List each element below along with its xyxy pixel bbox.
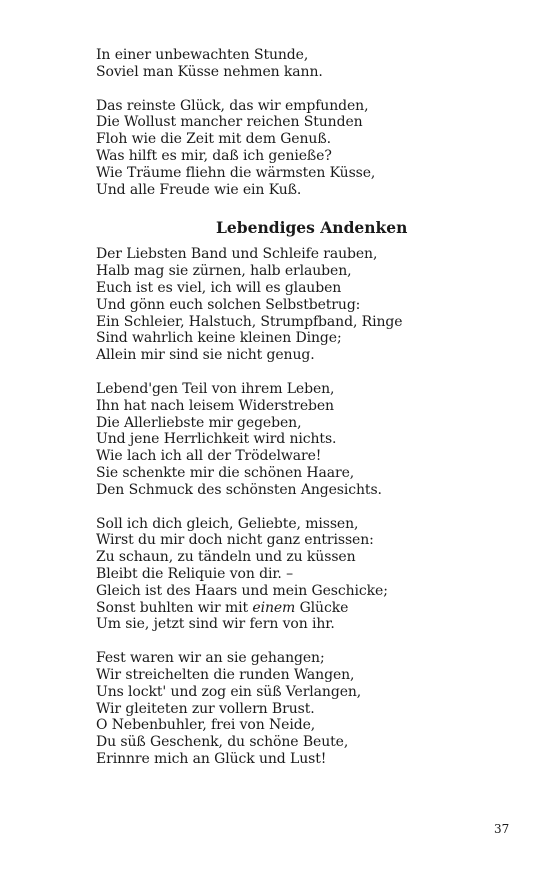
poem-line: Und jene Herrlichkeit wird nichts.: [96, 431, 337, 448]
poem-line: Halb mag sie zürnen, halb erlauben,: [96, 263, 352, 280]
poem-line: Wir gleiteten zur vollern Brust.: [96, 700, 315, 717]
poem-line: Du süß Geschenk, du schöne Beute,: [96, 734, 349, 751]
poem-line: Den Schmuck des schönsten Angesichts.: [96, 481, 382, 498]
poem-line: Wir streichelten die runden Wangen,: [96, 666, 355, 683]
poem-line: Was hilft es mir, daß ich genieße?: [96, 147, 332, 164]
poem-line: Floh wie die Zeit mit dem Genuß.: [96, 131, 331, 148]
poem-line: Der Liebsten Band und Schleife rauben,: [96, 246, 378, 263]
page-number: 37: [494, 822, 510, 836]
poem-line: Und gönn euch solchen Selbstbetrug:: [96, 296, 361, 313]
poem-line: O Nebenbuhler, frei von Neide,: [96, 717, 316, 734]
poem-stanza-3: [96, 516, 516, 634]
poem-line: In einer unbewachten Stunde,: [96, 47, 309, 63]
poem-line: Euch ist es viel, ich will es glauben: [96, 279, 342, 296]
poem-line: Wirst du mir doch nicht ganz entrissen:: [96, 532, 374, 549]
poem-line: Bleibt die Reliquie von dir. –: [96, 565, 294, 582]
line-text-after: Glücke: [295, 599, 349, 616]
poem-stanza-1: [96, 246, 516, 364]
stanza-continued-2: [96, 98, 516, 199]
poem-line: Ein Schleier, Halstuch, Strumpfband, Ringe: [96, 313, 403, 330]
poem-line: Sie schenkte mir die schönen Haare,: [96, 464, 355, 481]
stanza-continued-1: [96, 47, 516, 81]
poem-line: Sind wahrlich keine kleinen Dinge;: [96, 330, 342, 347]
poem-title: Lebendiges Andenken: [216, 218, 408, 238]
poem-line: Und alle Freude wie ein Kuß.: [96, 181, 302, 198]
poem-line: Gleich ist des Haars und mein Geschicke;: [96, 582, 388, 599]
poem-line: Uns lockt' und zog ein süß Verlangen,: [96, 683, 362, 700]
poem-line: Soviel man Küsse nehmen kann.: [96, 63, 323, 80]
poem-line: Soll ich dich gleich, Geliebte, missen,: [96, 515, 359, 532]
poem-line: Wie Träume fliehn die wärmsten Küsse,: [96, 164, 376, 181]
poem-line: Allein mir sind sie nicht genug.: [96, 347, 315, 364]
emphasized-word: einem: [252, 599, 296, 616]
poem-line: Lebend'gen Teil von ihrem Leben,: [96, 380, 335, 397]
poem-line-emphasis: [96, 600, 516, 617]
poem-line: Die Wollust mancher reichen Stunden: [96, 114, 363, 131]
poem-line: Das reinste Glück, das wir empfunden,: [96, 97, 369, 114]
poem-line: Zu schaun, zu tändeln und zu küssen: [96, 549, 356, 566]
poem-line: Erinnre mich an Glück und Lust!: [96, 750, 327, 767]
poem-line: Fest waren wir an sie gehangen;: [96, 650, 325, 667]
poem-line: Die Allerliebste mir gegeben,: [96, 414, 302, 431]
poem-line: Um sie, jetzt sind wir fern von ihr.: [96, 616, 335, 633]
poem-line: Wie lach ich all der Trödelware!: [96, 448, 322, 465]
poem-stanza-4: [96, 650, 516, 768]
line-text-before: Sonst buhlten wir mit: [96, 599, 253, 616]
poem-stanza-2: [96, 381, 516, 499]
poem-text: [96, 47, 516, 785]
poem-line: Ihn hat nach leisem Widerstreben: [96, 397, 334, 414]
